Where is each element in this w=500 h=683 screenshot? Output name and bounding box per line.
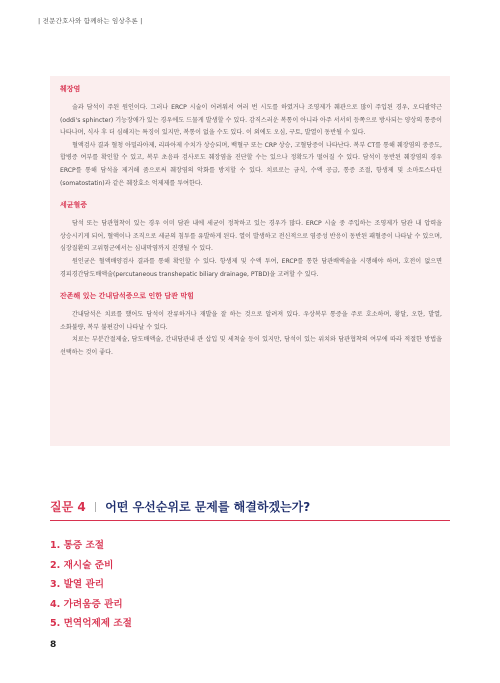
question-text: 어떤 우선순위로 문제를 해결하겠는가? (105, 500, 311, 514)
complications-box-content (60, 84, 442, 370)
section-paragraph: 간내담석은 치료를 했어도 담석이 잔류하거나 재발을 잘 하는 것으로 알려져 있다. 우상복부 통증을 주로 호소하며, 황달, 오한, 발열, 소화불량, 복부 불편감이 나타날 수 있다. (60, 311, 442, 331)
section-paragraph: 술과 담석이 주된 원인이다. 그러나 ERCP 시술이 어려워서 여러 번 시도를 하였거나 조영제가 췌관으로 많이 주입된 경우, 오디괄약근(oddi's sphincter) 기능장애가 있는 경우에도 드물게 발생할 수 있다. 감직스러운 복통이 아니라 아주 서서히 등쪽으로 방사되는 양상의 통증이 나타나며, 식사 후 더 심해지는 특징이 있지만, 복통이 없을 수도 있다. 이 외에도 오심, 구토, 발열이 동반될 수 있다. (60, 104, 442, 137)
complications-box (50, 76, 450, 446)
section-title: 잔존해 있는 간내담석증으로 인한 담관 막힘 (60, 292, 194, 301)
section-bacteremia (60, 200, 442, 281)
answer-item: 5. 면역억제제 조절 (50, 618, 132, 629)
answer-list (50, 537, 132, 635)
section-paragraph: 원인균은 혈액배양검사 결과를 통해 확인할 수 있다. 항생제 및 수액 투여, ERCP를 통한 담관배액술을 시행해야 하며, 호전이 없으면 경피경간담도배액술(percutaneous transhepatic biliary drainage, PTBD)을 고려할 수 있다. (60, 257, 442, 278)
answer-item: 3. 발열 관리 (50, 579, 105, 590)
question-divider (95, 502, 97, 512)
running-header: | 전문간호사와 함께하는 임상추론 | (38, 17, 143, 25)
section-pancreatitis (60, 84, 442, 190)
page-number: 8 (50, 640, 57, 650)
section-residual-stones (60, 291, 442, 359)
section-paragraph: 혈액검사 결과 혈청 아밀라아제, 리파아제 수치가 상승되며, 백혈구 또는 CRP 상승, 고혈당증이 나타난다. 복부 CT를 통해 췌장염의 중증도, 합병증 여부를 확인할 수 있고, 복부 초음파 검사로도 췌장염을 진단할 수는 있으나 정확도가 떨어질 수 있다. 담석이 동반된 췌장염의 경우 ERCP를 통해 담석을 제거해 줌으로써 췌장염의 악화를 방지할 수 있다. 치료로는 금식, 수액 공급, 통증 조절, 항생제 및 소마토스타틴(somatostatin)과 같은 췌장효소 억제제를 투여한다. (60, 141, 442, 187)
answer-item: 4. 가려움증 관리 (50, 598, 123, 610)
section-paragraph: 치료는 부분간절제술, 담도배액술, 간내담관내 관 삽입 및 세척술 등이 있지만, 담석이 있는 위치와 담관협착의 여부에 따라 적절한 방법을 선택하는 것이 좋다. (60, 336, 442, 356)
question-rule (50, 520, 450, 521)
section-title: 세균혈증 (60, 201, 88, 210)
answer-item: 1. 통증 조절 (50, 540, 105, 551)
question-heading (50, 498, 310, 515)
section-title: 췌장염 (60, 85, 81, 93)
answer-item: 2. 재시술 준비 (50, 559, 114, 571)
section-paragraph: 담석 또는 담관협착이 있는 경우 이미 담관 내에 세균이 정착하고 있는 경우가 많다. ERCP 시술 중 주입하는 조영제가 담관 내 압력을 상승시키게 되어, 혈액이나 조직으로 세균의 침투를 유발하게 된다. 열이 발생하고 전신적으로 염증성 반응이 동반된 패혈증이 나타날 수 있으며, 심장질환의 고위험군에서는 심내막염까지 진행될 수 있다. (60, 220, 442, 253)
question-number: 질문 4 (50, 500, 86, 514)
